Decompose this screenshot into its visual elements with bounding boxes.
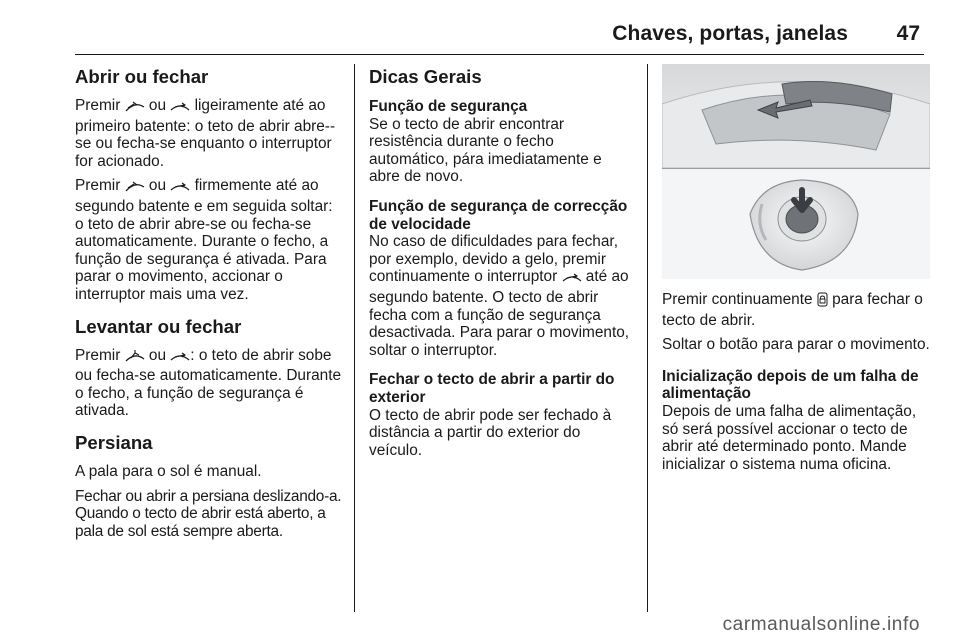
sunroof-tilt-icon [125, 99, 145, 118]
paragraph-blind-manual: A pala para o sol é manual. [75, 462, 262, 480]
text-segment: : o teto de abrir sobe ou fecha-se automaticamente. Durante o fecho, a função de segurança é ativada. [75, 346, 342, 420]
column-left [75, 62, 343, 547]
column-divider-2 [647, 64, 648, 612]
paragraph-hold-key [662, 291, 930, 329]
heading-close-outside: Fechar o tecto de abrir a partir do exterior [369, 371, 615, 406]
paragraph-raise [75, 347, 343, 420]
paragraph-close-outside: O tecto de abrir pode ser fechado à distância a partir do exterior do veículo. [369, 406, 612, 459]
heading-safety-function: Função de segurança [369, 98, 528, 115]
sunroof-raise-icon [125, 349, 145, 368]
sunroof-slide-icon [562, 270, 582, 289]
text-segment: ou [148, 346, 167, 364]
heading-raise-close: Levantar ou fechar [75, 315, 242, 337]
paragraph-safety: Se o tecto de abrir encontrar resistência durante o fecho automático, pára imediatamente e abre de novo. [369, 115, 602, 186]
chapter-title: Chaves, portas, janelas [612, 22, 848, 45]
sunroof-slide-icon [170, 179, 190, 198]
page-number: 47 [896, 22, 920, 45]
sunroof-slide-icon [170, 99, 190, 118]
column-right [662, 62, 930, 480]
heading-general-tips: Dicas Gerais [369, 66, 482, 87]
watermark: carmanualsonline.info [722, 614, 920, 635]
column-middle [369, 62, 635, 466]
text-segment: para fechar o tecto de abrir. [662, 291, 923, 329]
key-lock-icon [817, 292, 828, 312]
sunroof-slide-icon [170, 349, 190, 368]
text-segment: Premir [75, 177, 121, 195]
text-segment: Premir [75, 97, 121, 114]
heading-initialization: Inicialização depois de um falha de alimentação [662, 367, 919, 403]
sunroof-tilt-icon [125, 179, 145, 198]
text-segment: até ao segundo batente. O tecto de abrir fecha com a função de segurança desactivada. Para parar o movimento, soltar o interruptor. [369, 268, 630, 359]
text-segment: ou [148, 177, 167, 195]
paragraph-first-stop [75, 97, 343, 170]
heading-override: Função de segurança de correcção de velocidade [369, 197, 628, 233]
text-segment: firmemente até ao segundo batente e em seguida soltar: o teto de abrir abre-se ou fecha-se automaticamente. Durante o fecho, a função de segurança é ativada. Para parar o movimento, accionar o interruptor mais uma vez. [75, 177, 333, 303]
paragraph-second-stop [75, 177, 343, 303]
header-divider [75, 54, 924, 55]
paragraph-override [369, 233, 635, 359]
paragraph-initialization: Depois de uma falha de alimentação, só será possível accionar o tecto de abrir até determinado ponto. Mande inicializar o sistema numa oficina. [662, 402, 917, 473]
paragraph-release: Soltar o botão para parar o movimento. [662, 336, 930, 354]
sunroof-key-illustration [662, 64, 930, 279]
heading-blind: Persiana [75, 431, 153, 453]
text-segment: ligeiramente até ao primeiro batente: o teto de abrir abre--se ou fecha-se enquanto o interruptor for acionado. [75, 97, 336, 170]
text-segment: Premir continuamente [662, 291, 813, 308]
illustration-svg [662, 64, 930, 279]
text-segment: Premir [75, 346, 121, 364]
text-segment: No caso de dificuldades para fechar, por exemplo, devido a gelo, premir continuamente o interruptor [369, 233, 618, 286]
paragraph-blind-slide: Fechar ou abrir a persiana deslizando-a. Quando o tecto de abrir está aberto, a pala de sol está sempre aberta. [75, 487, 342, 540]
text-segment: ou [148, 97, 167, 114]
column-divider-1 [354, 64, 355, 612]
heading-open-close: Abrir ou fechar [75, 66, 209, 87]
